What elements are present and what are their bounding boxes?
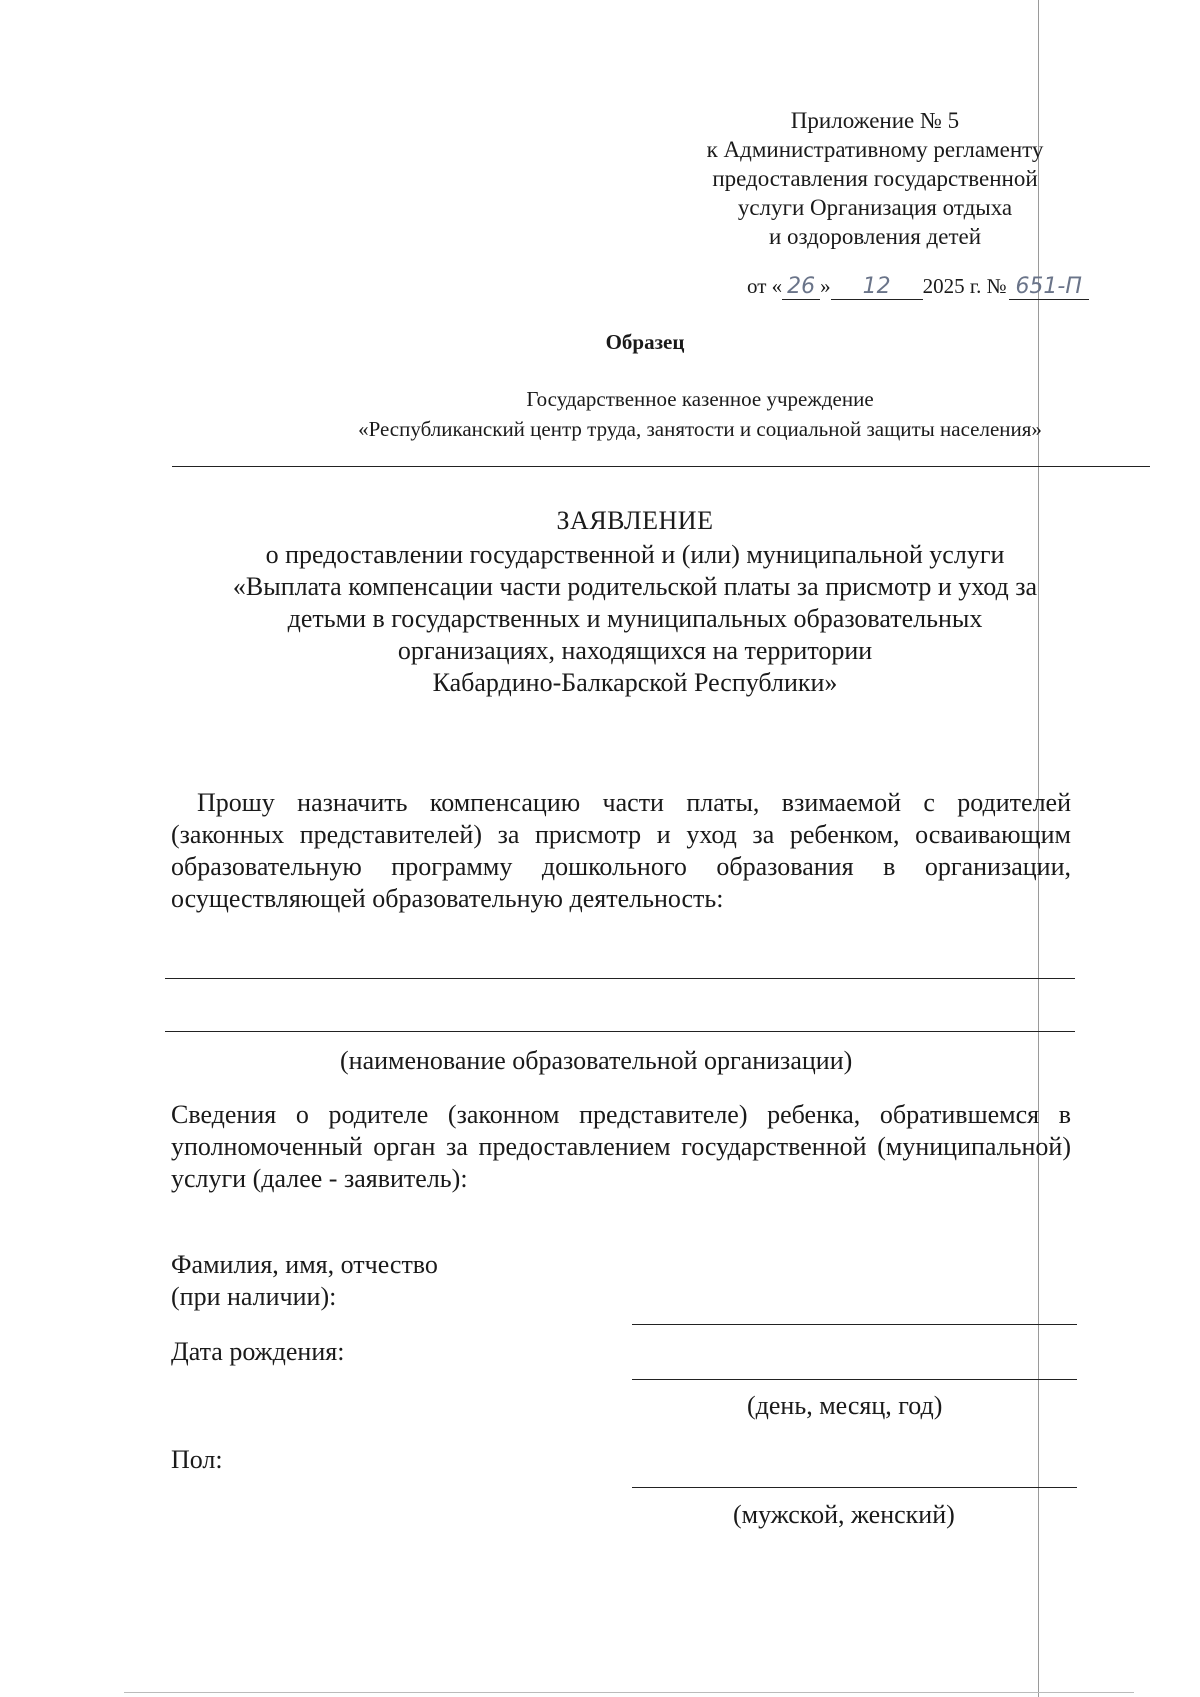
title-heading: ЗАЯВЛЕНИЕ: [556, 506, 714, 535]
org-name-field-line-1[interactable]: [165, 978, 1075, 979]
fio-field-line[interactable]: [632, 1324, 1077, 1325]
date-month: 12: [831, 274, 923, 300]
appendix-line: услуги Организация отдыха: [737, 195, 1013, 220]
request-paragraph: [171, 787, 1071, 915]
fio-label: [171, 1249, 438, 1313]
title-line: Кабардино-Балкарской Республики»: [432, 668, 838, 697]
organization-line: Государственное казенное учреждение: [526, 387, 874, 411]
birth-date-label: Дата рождения:: [171, 1337, 345, 1366]
organization-header: [250, 384, 1150, 444]
organization-line: «Республиканский центр труда, занятости и социальной защиты населения»: [358, 417, 1042, 441]
fio-label-line: (при наличии):: [171, 1282, 337, 1311]
title-line: детьми в государственных и муниципальных образовательных: [287, 604, 983, 633]
application-title: [150, 505, 1120, 699]
gender-label: Пол:: [171, 1445, 223, 1474]
appendix-line: и оздоровления детей: [768, 224, 982, 249]
birth-date-caption: (день, месяц, год): [747, 1391, 943, 1420]
date-prefix: от «: [747, 274, 783, 298]
appendix-line: Приложение № 5: [790, 108, 960, 133]
header-divider: [172, 466, 1150, 467]
date-year: 2025 г. №: [922, 274, 1007, 298]
title-line: о предоставлении государственной и (или) муниципальной услуги: [265, 540, 1005, 569]
date-day-close: »: [820, 274, 831, 298]
date-day: 26: [782, 274, 820, 300]
applicant-intro: Сведения о родителе (законном представителе) ребенка, обратившемся в уполномоченный орган за предоставлением государственной (муниципальной) услуги (далее - заявитель):: [171, 1100, 1071, 1193]
title-line: организациях, находящихся на территории: [397, 636, 873, 665]
appendix-line: предоставления государственной: [712, 166, 1038, 191]
gender-caption: (мужской, женский): [733, 1500, 955, 1529]
sample-label: Образец: [605, 330, 685, 354]
fio-label-line: Фамилия, имя, отчество: [171, 1250, 438, 1279]
title-line: «Выплата компенсации части родительской платы за присмотр и уход за: [232, 572, 1038, 601]
page-bottom-edge: [124, 1692, 1134, 1693]
org-name-field-line-2[interactable]: [165, 1031, 1075, 1032]
birth-date-field-line[interactable]: [632, 1379, 1077, 1380]
org-name-caption: (наименование образовательной организации): [340, 1046, 853, 1075]
appendix-date-line: [747, 274, 1089, 300]
appendix-block: [645, 106, 1105, 251]
gender-field-line[interactable]: [632, 1487, 1077, 1488]
appendix-line: к Административному регламенту: [706, 137, 1044, 162]
request-text: Прошу назначить компенсацию части платы, взимаемой с родителей (законных представителей) за присмотр и уход за ребенком, осваивающим образовательную программу дошкольного образования в организации, осуществляющей образовательную деятельность:: [171, 788, 1071, 913]
document-number: 651-П: [1009, 274, 1089, 300]
